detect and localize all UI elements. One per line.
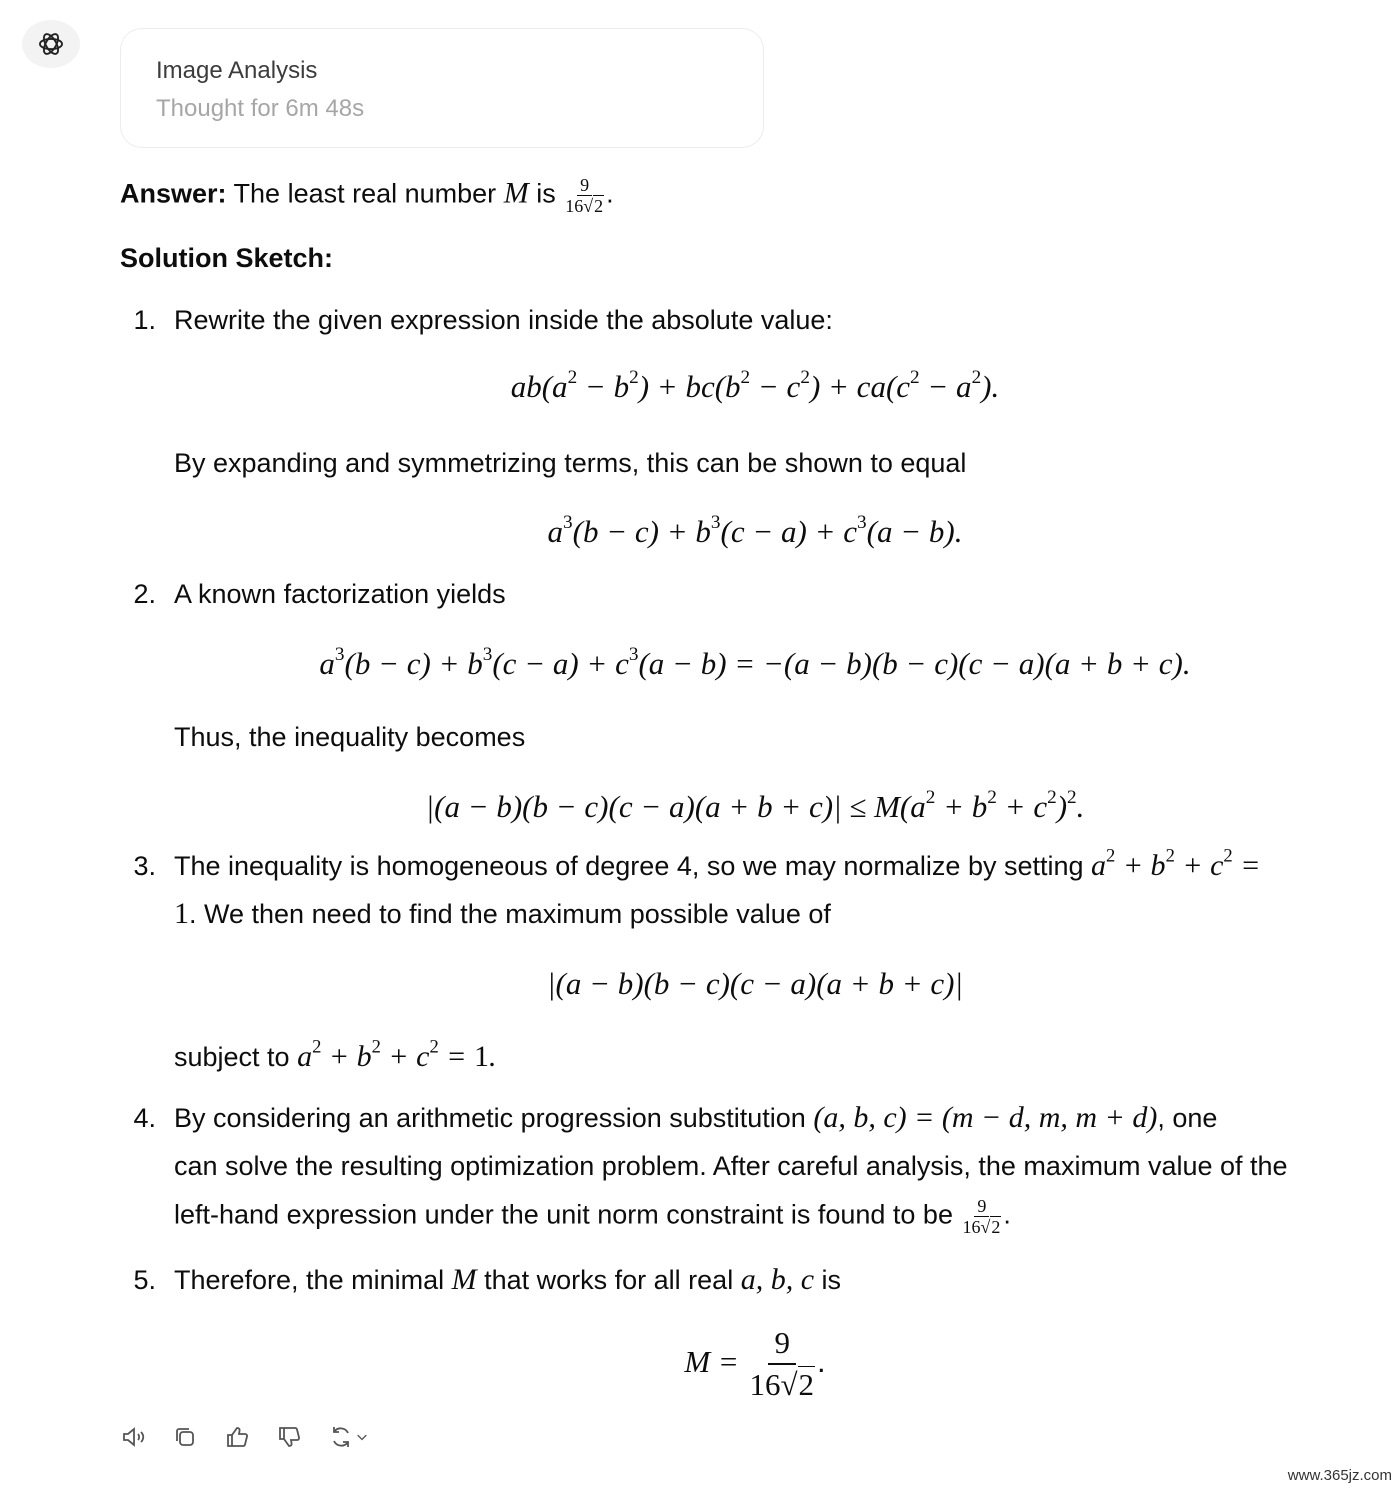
step-4-text: By considering an arithmetic progression substitution (a, b, c) = (m − d, m, m + d), one <box>174 1101 1218 1134</box>
answer-period: . <box>606 178 614 209</box>
regenerate-icon[interactable] <box>326 1422 372 1452</box>
step-1-equation: $ab(a^2 - b^2) + bc(b^2 - c^2) + ca(c^2 - a^2)$. <box>510 367 1000 404</box>
step-4-number: 4. <box>133 1103 156 1133</box>
answer-var: M <box>503 176 529 210</box>
copy-icon[interactable] <box>170 1422 200 1452</box>
solution-heading: Solution Sketch: <box>120 243 334 273</box>
message-actions <box>118 1422 372 1452</box>
speaker-icon[interactable] <box>118 1422 148 1452</box>
answer-text: The least real number <box>226 178 504 209</box>
thought-card[interactable] <box>120 28 764 148</box>
step-4-text3: left-hand expression under the unit norm constraint is found to be $\frac{9}{16√2}$ . <box>174 1196 1011 1237</box>
thumbs-down-icon[interactable] <box>274 1422 304 1452</box>
step-1-number: 1. <box>133 305 156 335</box>
step-3-text: The inequality is homogeneous of degree 4, so we may normalize by setting $a^2 + b^2 + c^2$ = <box>174 845 1261 882</box>
step-3-equation: |(a − b)(b − c)(c − a)(a + b + c)| <box>546 966 963 1001</box>
step-2-text2: Thus, the inequality becomes <box>174 722 526 752</box>
step-2-text: A known factorization yields <box>174 579 506 609</box>
thought-duration: Thought for 6m 48s <box>156 95 365 122</box>
answer-fraction <box>565 175 604 216</box>
step-5-equation: M = $\frac{9}{16√2}$ . <box>684 1324 826 1402</box>
step-3-text3: subject to $a^2 + b^2 + c^2 = 1$. <box>174 1036 497 1073</box>
step-2-number: 2. <box>133 579 156 609</box>
thumbs-up-icon[interactable] <box>222 1422 252 1452</box>
answer-line <box>120 175 614 216</box>
answer-label: Answer: <box>120 178 227 209</box>
step-4-fraction: $\frac{9}{16√2}$ <box>962 1196 1001 1237</box>
chevron-down-icon[interactable] <box>354 1429 370 1445</box>
watermark: www.365jz.com <box>1287 1467 1392 1484</box>
step-5-text: Therefore, the minimal M that works for all real a, b, c is <box>174 1263 842 1296</box>
step-2-equation-2: $|(a - b)(b - c)(c - a)(a + b + c)| \le M(a^2 + b^2 + c^2)^2$. <box>425 787 1085 824</box>
step-3-text2: 1. We then need to find the maximum possible value of <box>174 897 831 930</box>
thought-title: Image Analysis <box>156 57 318 84</box>
step-5-number: 5. <box>133 1265 156 1295</box>
fraction-numerator: 9 <box>577 175 592 196</box>
assistant-avatar <box>22 20 80 68</box>
step-1-text: Rewrite the given expression inside the absolute value: <box>174 305 833 335</box>
fraction-denominator: 16√2 <box>565 196 604 216</box>
step-3-number: 3. <box>133 851 156 881</box>
step-1-text2: By expanding and symmetrizing terms, this can be shown to equal <box>174 448 967 478</box>
openai-logo-icon <box>34 27 68 61</box>
answer-is: is <box>528 178 564 209</box>
step-2-equation: $a^3(b - c) + b^3(c - a) + c^3(a - b) = -(a - b)(b - c)(c - a)(a + b + c)$. <box>319 644 1191 681</box>
step-1-equation-2: $a^3(b - c) + b^3(c - a) + c^3(a - b)$. <box>547 512 963 549</box>
step-4-text2: can solve the resulting optimization problem. After careful analysis, the maximum value of the <box>174 1151 1288 1181</box>
